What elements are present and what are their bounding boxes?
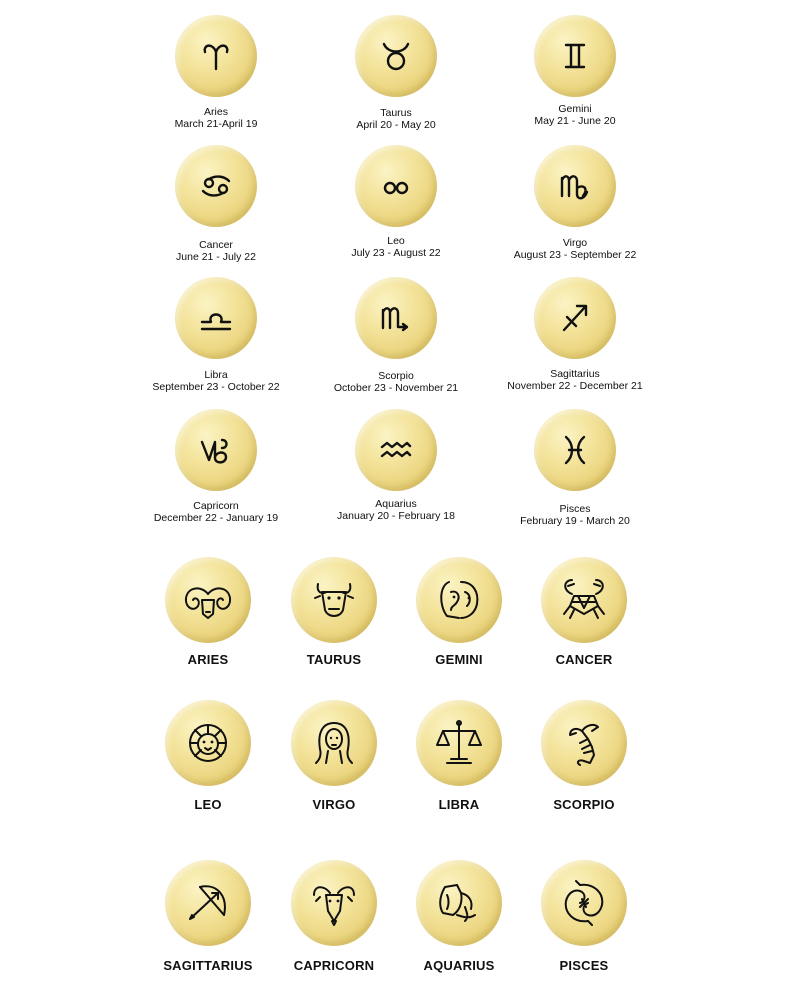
sign-name: Scorpio [378,370,414,382]
sign-dates: April 20 - May 20 [356,119,436,131]
figure-coin [541,557,627,643]
ram-icon [182,574,234,626]
figure-coin [165,860,251,946]
figure-coin [291,700,377,786]
virgo-icon [555,166,595,206]
sign-name: Aquarius [375,498,417,510]
twins-icon [433,574,485,626]
sign-dates: July 23 - August 22 [351,247,441,259]
sign-coin [534,409,616,491]
sign-coin [175,409,257,491]
sign-name: Aries [204,106,228,118]
sign-name: Gemini [558,103,592,115]
figure-coin [541,860,627,946]
figure-name: VIRGO [312,797,356,812]
water-bearer-icon [433,877,485,929]
figure-name: LIBRA [438,797,480,812]
sign-coin [175,145,257,227]
sign-dates: March 21-April 19 [174,118,258,130]
sign-name: Sagittarius [550,368,600,380]
fish-icon [558,877,610,929]
sign-coin [355,409,437,491]
sign-dates: October 23 - November 21 [333,382,459,394]
figure-name: CAPRICORN [293,958,375,973]
sign-name: Pisces [559,503,591,515]
cancer-icon [196,166,236,206]
figure-name: LEO [194,797,222,812]
figure-name: PISCES [559,958,609,973]
sign-dates: September 23 - October 22 [152,381,280,393]
figure-coin [416,860,502,946]
capricorn-icon [196,430,236,470]
sign-coin [175,15,257,97]
goat-icon [308,877,360,929]
sign-dates: August 23 - September 22 [513,249,637,261]
figure-name: AQUARIUS [423,958,495,973]
sign-coin [534,277,616,359]
figure-coin [165,700,251,786]
sign-coin [534,15,616,97]
sign-dates: January 20 - February 18 [337,510,455,522]
figure-name: SAGITTARIUS [163,958,253,973]
sign-name: Cancer [199,239,233,251]
aries-icon [196,36,236,76]
libra-icon [196,298,236,338]
figure-coin [416,700,502,786]
figure-name: TAURUS [306,652,362,667]
sign-dates: May 21 - June 20 [534,115,616,127]
figure-coin [291,860,377,946]
sign-name: Taurus [380,107,412,119]
sign-coin [175,277,257,359]
sign-dates: November 22 - December 21 [507,380,643,392]
sagittarius-icon [555,298,595,338]
pisces-icon [555,430,595,470]
sign-coin [355,277,437,359]
figure-coin [541,700,627,786]
archer-bow-icon [182,877,234,929]
maiden-icon [308,717,360,769]
sign-dates: February 19 - March 20 [520,515,630,527]
sign-name: Libra [204,369,228,381]
sign-coin [534,145,616,227]
sign-dates: December 22 - January 19 [153,512,279,524]
scorpio-icon [376,298,416,338]
aquarius-icon [376,430,416,470]
figure-name: GEMINI [435,652,483,667]
sign-name: Virgo [562,237,588,249]
figure-coin [291,557,377,643]
gemini-icon [555,36,595,76]
scales-icon [433,717,485,769]
sign-coin [355,15,437,97]
sign-dates: June 21 - July 22 [176,251,256,263]
sign-name: Leo [387,235,405,247]
leo-icon [376,166,416,206]
figure-coin [165,557,251,643]
figure-name: CANCER [555,652,613,667]
lion-icon [182,717,234,769]
taurus-icon [376,36,416,76]
figure-name: ARIES [187,652,229,667]
figure-coin [416,557,502,643]
sign-coin [355,145,437,227]
crab-icon [558,574,610,626]
scorpion-icon [558,717,610,769]
bull-icon [308,574,360,626]
figure-name: SCORPIO [553,797,615,812]
sign-name: Capricorn [193,500,239,512]
